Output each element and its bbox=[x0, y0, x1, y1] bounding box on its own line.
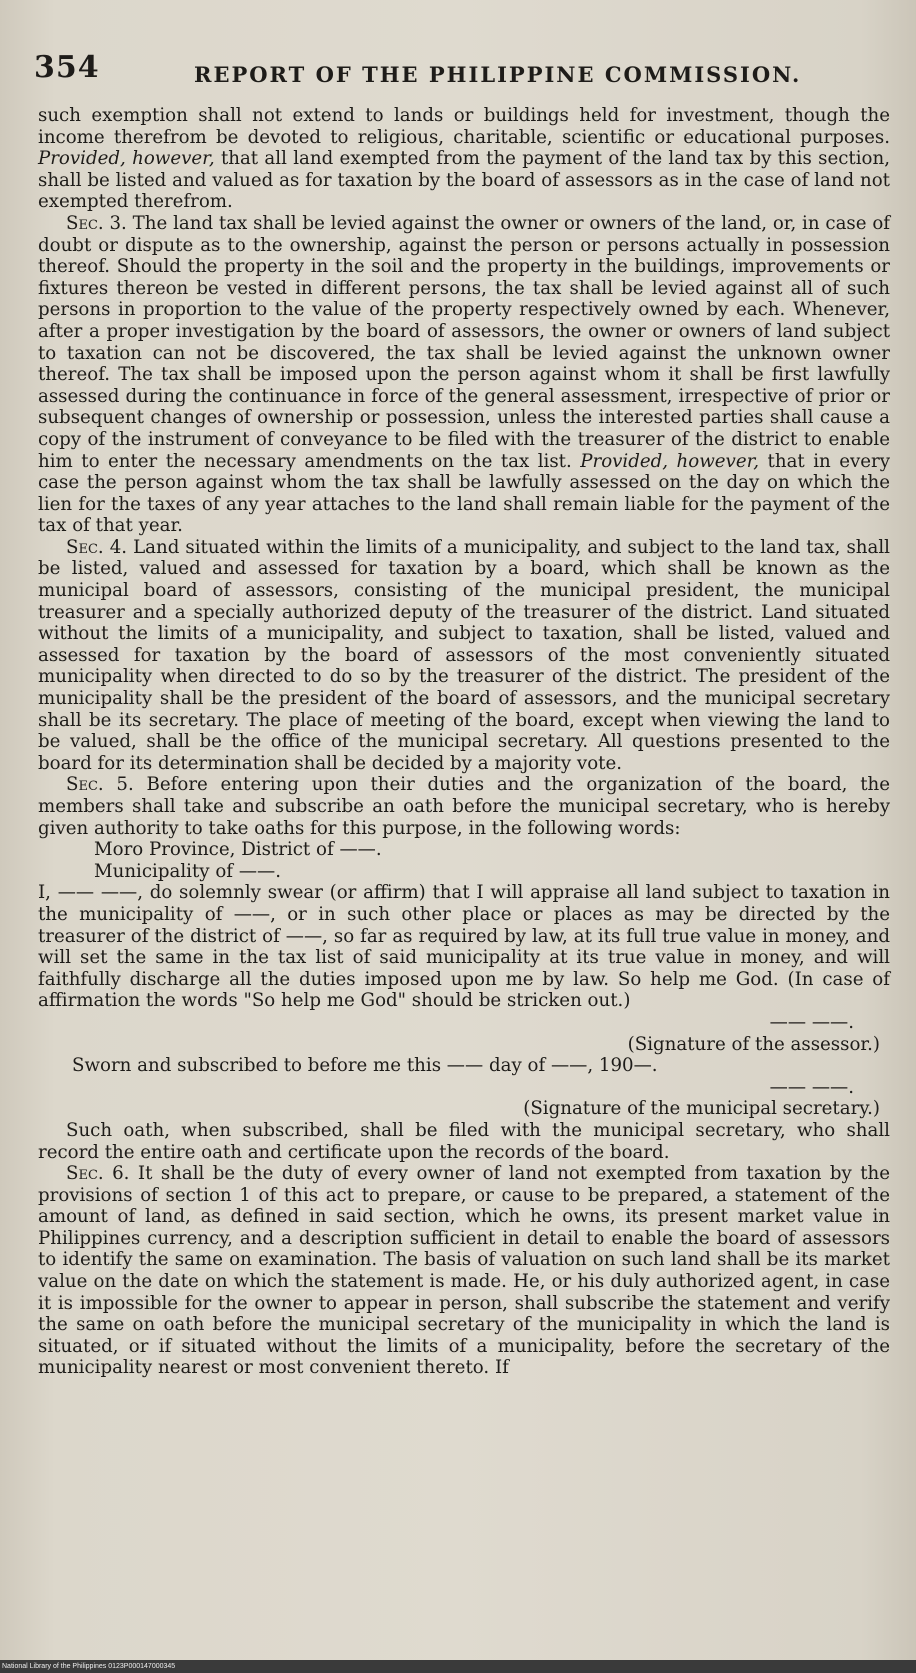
page-header bbox=[34, 40, 876, 100]
running-title: REPORT OF THE PHILIPPINE COMMISSION. bbox=[194, 62, 802, 87]
signature-line-secretary: —— ——. bbox=[769, 1076, 854, 1098]
footer-source: National Library of the Philippines 0123P000147000345 bbox=[2, 1663, 176, 1670]
signature-line-assessor: —— ——. bbox=[769, 1011, 854, 1033]
signature-label-secretary: (Signature of the municipal secretary.) bbox=[523, 1098, 880, 1120]
section-6: Sec. 6. It shall be the duty of every owner of land not exempted from taxation by the provisions of section 1 of this act to prepare, or cause to be prepared, a statement of the amount of land, as defined in said section, which he owns, its present market value in Philippines currency, and a description sufficient in detail to enable the board of assessors to identify the same on examination. The basis of valuation on such land shall be its market value on the date on which the statement is made. He, or his duly authorized agent, in case it is impossible for the owner to appear in person, shall subscribe the statement and verify the same on oath before the municipal secretary of the municipality in which the land is situated, or if situated without the limits of a municipality, before the secretary of the municipality nearest or most convenient thereto. If bbox=[38, 1163, 891, 1379]
paragraph-oath-filed: Such oath, when subscribed, shall be filed with the municipal secretary, who shall record the entire oath and certificate upon the records of the board. bbox=[38, 1119, 890, 1163]
section-3: Sec. 3. The land tax shall be levied against the owner or owners of the land, or, in case of doubt or dispute as to the ownership, against the person or persons actually in possession thereof. Should the property in the soil and the property in the buildings, improvements or fixtures thereon be vested in different persons, the tax shall be levied against all of such persons in proportion to the value of the property respectively owned by each. Whenever, after a proper investigation by the board of assessors, the owner or owners of land subject to taxation can not be discovered, the tax shall be levied against the unknown owner thereof. The tax shall be imposed upon the person against whom it shall be first lawfully assessed during the continuance in force of the general assessment, irrespective of prior or subsequent changes of ownership or possession, unless the interested parties shall cause a copy of the instrument of conveyance to be filed with the treasurer of the district to enable him to enter the necessary amendments on the tax list. Provided, however, that in every case the person against whom the tax shall be lawfully assessed on the day on which the lien for the taxes of any year attaches to the land shall remain liable for the payment of the tax of that year. bbox=[38, 212, 890, 537]
body-text bbox=[38, 105, 890, 1379]
sworn-line: Sworn and subscribed to before me this —— day of ——, 190—. bbox=[72, 1055, 658, 1077]
section-label: Sec. 5. bbox=[66, 774, 134, 796]
signature-label-assessor: (Signature of the assessor.) bbox=[627, 1033, 880, 1055]
oath-text: I, —— ——, do solemnly swear (or affirm) that I will appraise all land subject to taxation in the municipality of ——, or in such other place or places as may be directed by the treasurer of the district of ——, so far as required by law, at its full true value in money, and will set the same in the tax list of said municipality at its true value in money, and will faithfully discharge all the duties imposed upon me by law. So help me God. (In case of affirmation the words "So help me God" should be stricken out.) bbox=[38, 882, 890, 1012]
form-province: Moro Province, District of ——. bbox=[94, 839, 382, 861]
section-label: Sec. 4. bbox=[66, 536, 128, 558]
section-5: Sec. 5. Before entering upon their duties and the organization of the board, the members shall take and subscribe an oath before the municipal secretary, who is hereby given authority to take oaths for this purpose, in the following words: bbox=[38, 774, 890, 839]
scan-footer bbox=[0, 1660, 916, 1673]
section-4: Sec. 4. Land situated within the limits of a municipality, and subject to the land tax, shall be listed, valued and assessed for taxation by a board, which shall be known as the municipal board of assessors, consisting of the municipal president, the municipal treasurer and a specially authorized deputy of the treasurer of the district. Land situated without the limits of a municipality, and subject to taxation, shall be listed, valued and assessed for taxation by the board of assessors of the most conveniently situated municipality when directed to do so by the treasurer of the district. The president of the municipality shall be the president of the board of assessors, and the municipal secretary shall be its secretary. The place of meeting of the board, except when viewing the land to be valued, shall be the office of the municipal secretary. All questions presented to the board for its determination shall be decided by a majority vote. bbox=[38, 536, 890, 774]
section-label: Sec. 6. bbox=[66, 1163, 130, 1185]
paragraph-exemption: such exemption shall not extend to lands or buildings held for investment, though the income therefrom be devoted to religious, charitable, scientific or educational purposes. Provided, however, that all land exempted from the payment of the land tax by this section, shall be listed and valued as for taxation by the board of assessors as in the case of land not exempted therefrom. bbox=[38, 105, 890, 213]
form-municipality: Municipality of ——. bbox=[94, 860, 281, 882]
page-number: 354 bbox=[34, 50, 100, 85]
section-label: Sec. 3. bbox=[66, 212, 127, 234]
